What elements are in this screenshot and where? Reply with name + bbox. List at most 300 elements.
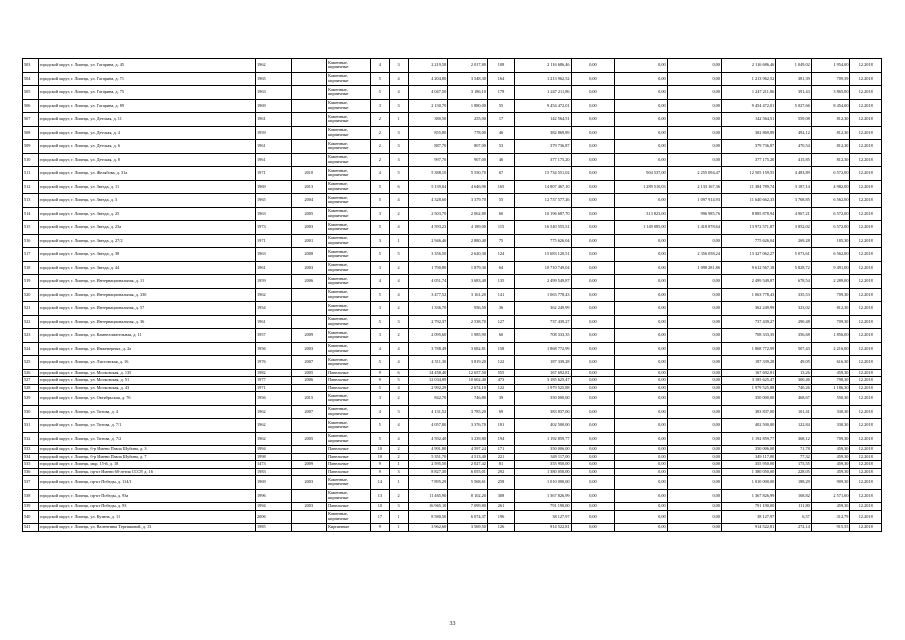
cell-max-unit-cost: 3 865,00 [811,86,850,100]
cell-year-built: 1473 [256,461,292,469]
cell-unit-cost: 356,68 [776,329,812,343]
cell-local-budget: 0,00 [667,315,721,329]
cell-owners-funds: 349 117,00 [721,453,775,461]
cell-wall-material: Каменные, кирпичные [327,288,371,302]
cell-total-cost: 1 213 962,52 [515,72,571,86]
cell-living-area: 3 569,50 [448,524,488,532]
cell-unit-cost: 300,46 [776,377,812,385]
table-row [23,126,882,140]
cell-local-budget: 1 418 878,64 [667,221,721,235]
cell-deadline: 12.2018 [850,302,882,316]
cell-entrances: 2 [389,489,408,503]
cell-max-unit-cost: 709,30 [811,432,850,446]
cell-row-number: 508 [23,126,39,140]
cell-total-area: 4 131,52 [408,405,448,419]
table-row [23,468,882,476]
cell-deadline: 12.2018 [850,384,882,392]
cell-year-overhaul: 2003 [291,476,327,490]
cell-living-area: 2 062,80 [448,207,488,221]
cell-address: городской округ, г. Липецк, ул. Звезда, д. 27/2 [38,234,255,248]
cell-unit-cost: 492,12 [776,126,812,140]
cell-floors: 3 [370,261,389,275]
cell-federal-fund: 0,00 [571,489,615,503]
cell-total-cost: 167 692,81 [515,369,571,377]
cell-deadline: 12.2018 [850,369,882,377]
cell-living-area: 255,00 [448,113,488,127]
cell-owners-funds: 1 979 525,88 [721,384,775,392]
cell-federal-fund: 0,00 [571,453,615,461]
cell-row-number: 515 [23,221,39,235]
cell-unit-cost: 111,80 [776,503,812,511]
cell-total-area: 4 593,23 [408,221,448,235]
cell-residents: 36 [487,302,514,316]
cell-deadline: 12.2018 [850,446,882,454]
cell-unit-cost: 269,28 [776,234,812,248]
cell-address: городской округ, г. Липецк, ул. Звезда, д. 25 [38,207,255,221]
cell-local-budget: 0,00 [667,356,721,370]
cell-total-cost: 377 175,20 [515,153,571,167]
cell-living-area: 3 785,20 [448,405,488,419]
cell-deadline: 12.2018 [850,167,882,181]
cell-row-number: 506 [23,99,39,113]
cell-owners-funds: 355 950,00 [721,461,775,469]
cell-deadline: 12.2018 [850,288,882,302]
cell-total-area: 3 962,60 [408,524,448,532]
table-row [23,510,882,524]
cell-owners-funds: 2 499 549,87 [721,275,775,289]
cell-unit-cost: 678,54 [776,275,812,289]
cell-deadline: 12.2018 [850,261,882,275]
register-table-container [22,58,882,532]
cell-row-number: 528 [23,384,39,392]
cell-living-area: 8 102,20 [448,489,488,503]
table-row [23,207,882,221]
cell-residents: 115 [487,221,514,235]
cell-total-cost: 10 710 749,04 [515,261,571,275]
cell-total-cost: 1 063 778,43 [515,288,571,302]
cell-row-number: 516 [23,234,39,248]
cell-residents: 308 [487,489,514,503]
cell-year-overhaul [291,140,327,154]
cell-local-budget: 0,00 [667,86,721,100]
table-row [23,369,882,377]
cell-unit-cost: 290,48 [776,315,812,329]
cell-regional-budget: 0,00 [615,315,667,329]
cell-residents: 122 [487,356,514,370]
cell-total-area: 8 827,30 [408,468,448,476]
cell-federal-fund: 0,00 [571,384,615,392]
cell-row-number: 507 [23,113,39,127]
page-number: 33 [449,621,456,627]
cell-total-cost: 2 499 549,87 [515,275,571,289]
cell-floors: 3 [370,392,389,406]
cell-entrances: 3 [389,315,408,329]
cell-deadline: 12.2018 [850,476,882,490]
table-row [23,72,882,86]
cell-max-unit-cost: 909,30 [811,476,850,490]
cell-regional-budget: 0,00 [615,248,667,262]
cell-address: городской округ, г. Липецк, ул. Гагарина, д. 75 [38,86,255,100]
cell-federal-fund: 0,00 [571,524,615,532]
cell-owners-funds: 2 116 686,46 [721,59,775,73]
cell-year-overhaul: 2015 [291,392,327,406]
cell-owners-funds: 142 564,51 [721,113,775,127]
cell-wall-material: Каменные, кирпичные [327,356,371,370]
cell-owners-funds: 402 500,00 [721,419,775,433]
cell-total-cost: 15 734 551,02 [515,167,571,181]
cell-total-area: 2 130,70 [408,99,448,113]
cell-address: городской округ, г. Липецк, пр-кт Победы, д. 93 [38,503,255,511]
cell-wall-material: Каменные, кирпичные [327,392,371,406]
cell-max-unit-cost: 6 572,00 [811,207,850,221]
cell-living-area: 778,00 [448,126,488,140]
cell-year-built: 1961 [256,140,292,154]
cell-total-area: 4 511,30 [408,356,448,370]
cell-local-budget: 2 133 167,36 [667,180,721,194]
cell-max-unit-cost: 709,30 [811,288,850,302]
cell-year-built: 1983 [256,468,292,476]
cell-address: городской округ, г. Липецк, ул. Московская, д. 43 [38,384,255,392]
cell-total-cost: 350 000,00 [515,392,571,406]
cell-year-built: 2006 [256,510,292,524]
cell-wall-material: Каменные, кирпичные [327,207,371,221]
cell-year-overhaul: 2013 [291,180,327,194]
cell-entrances: 2 [389,302,408,316]
cell-residents: 178 [487,86,514,100]
table-row [23,419,882,433]
cell-wall-material: Каменные, кирпичные [327,419,371,433]
cell-max-unit-cost: 812,30 [811,153,850,167]
cell-owners-funds: 11 640 662,33 [721,194,775,208]
cell-total-area: 4 204,80 [408,72,448,86]
cell-row-number: 509 [23,140,39,154]
cell-unit-cost: 71,78 [776,446,812,454]
cell-unit-cost: 5 027,66 [776,99,812,113]
cell-owners-funds: 9 454 472,01 [721,99,775,113]
cell-federal-fund: 0,00 [571,86,615,100]
cell-regional-budget: 0,00 [615,356,667,370]
cell-row-number: 526 [23,369,39,377]
cell-total-cost: 187 339,28 [515,356,571,370]
cell-wall-material: Каменные, кирпичные [327,315,371,329]
cell-address: городской округ, г. Липецк, ул. Титова, д. 7/2 [38,432,255,446]
cell-wall-material: Каменные, кирпичные [327,489,371,503]
cell-owners-funds: 1 192 859,77 [721,432,775,446]
cell-deadline: 12.2018 [850,275,882,289]
cell-entrances: 5 [389,377,408,385]
table-row [23,329,882,343]
cell-local-budget: 0,00 [667,72,721,86]
cell-row-number: 513 [23,194,39,208]
cell-unit-cost: 228,05 [776,468,812,476]
cell-local-budget: 0,00 [667,461,721,469]
cell-residents: 258 [487,476,514,490]
cell-max-unit-cost: 2 289,00 [811,275,850,289]
cell-living-area: 1 985,90 [448,329,488,343]
cell-row-number: 504 [23,72,39,86]
cell-max-unit-cost: 6 562,00 [811,194,850,208]
cell-living-area: 5 568,61 [448,476,488,490]
cell-local-budget: 0,00 [667,468,721,476]
cell-address: городской округ, г. Липецк, ул. Инженерных, д. 2а [38,342,255,356]
cell-federal-fund: 0,00 [571,342,615,356]
cell-wall-material: Панельные [327,377,371,385]
cell-wall-material: Каменные, кирпичные [327,86,371,100]
cell-living-area: 746,80 [448,392,488,406]
cell-unit-cost: 507,43 [776,342,812,356]
cell-entrances: 2 [389,329,408,343]
cell-living-area: 12 657,50 [448,369,488,377]
cell-owners-funds: 38 127,97 [721,510,775,524]
cell-living-area: 3 376,70 [448,419,488,433]
cell-address: городской округ, г. Липецк, ул. Валентины Терешковой, д. 13 [38,524,255,532]
cell-floors: 5 [370,248,389,262]
cell-federal-fund: 0,00 [571,248,615,262]
cell-unit-cost: 3 852,02 [776,221,812,235]
cell-floors: 4 [370,275,389,289]
cell-max-unit-cost: 812,30 [811,302,850,316]
cell-unit-cost: 49,05 [776,356,812,370]
cell-local-budget: 0,00 [667,510,721,524]
cell-residents: 171 [487,446,514,454]
cell-regional-budget: 0,00 [615,369,667,377]
cell-living-area: 3 186,10 [448,86,488,100]
cell-local-budget: 0,00 [667,384,721,392]
cell-regional-budget: 0,00 [615,59,667,73]
cell-year-built: 1962 [256,432,292,446]
cell-total-cost: 3 185 625,47 [515,377,571,385]
cell-row-number: 533 [23,446,39,454]
cell-local-budget: 1 098 281,86 [667,261,721,275]
cell-total-area: 380,50 [408,113,448,127]
cell-total-area: 4 051,74 [408,275,448,289]
cell-year-built: 1969 [256,180,292,194]
cell-total-area: 842,70 [408,392,448,406]
cell-total-cost: 791 190,00 [515,503,571,511]
cell-year-built: 1971 [256,234,292,248]
cell-row-number: 534 [23,453,39,461]
cell-floors: 2 [370,140,389,154]
cell-total-area: 5 351,70 [408,453,448,461]
cell-regional-budget: 0,00 [615,461,667,469]
cell-year-built: 1961 [256,153,292,167]
cell-regional-budget: 0,00 [615,302,667,316]
cell-owners-funds: 383 837,00 [721,405,775,419]
table-row [23,377,882,385]
cell-owners-funds: 1 063 778,43 [721,288,775,302]
cell-total-cost: 1 380 050,00 [515,468,571,476]
cell-year-overhaul: 2004 [291,194,327,208]
cell-residents: 46 [487,153,514,167]
cell-living-area: 907,00 [448,153,488,167]
cell-wall-material: Каменные, кирпичные [327,405,371,419]
cell-address: городской округ, г. Липецк, ул. Звезда, д. 44 [38,261,255,275]
cell-owners-funds: 11 384 789,74 [721,180,775,194]
cell-row-number: 531 [23,419,39,433]
cell-total-cost: 14 807 467,10 [515,180,571,194]
cell-entrances: 3 [389,468,408,476]
cell-floors: 5 [370,288,389,302]
cell-entrances: 4 [389,86,408,100]
cell-federal-fund: 0,00 [571,476,615,490]
cell-federal-fund: 0,00 [571,207,615,221]
cell-deadline: 12.2018 [850,113,882,127]
cell-wall-material: Панельные [327,503,371,511]
cell-floors: 9 [370,377,389,385]
cell-row-number: 514 [23,207,39,221]
cell-deadline: 12.2018 [850,59,882,73]
cell-owners-funds: 1 868 772,99 [721,342,775,356]
cell-entrances: 3 [389,126,408,140]
cell-local-budget: 0,00 [667,392,721,406]
cell-federal-fund: 0,00 [571,503,615,511]
cell-regional-budget: 0,00 [615,384,667,392]
cell-total-area: 2 095,60 [408,329,448,343]
cell-floors: 3 [370,329,389,343]
cell-year-overhaul: 2007 [291,356,327,370]
cell-year-overhaul [291,510,327,524]
cell-year-built: 1961 [256,315,292,329]
cell-unit-cost: 559,08 [776,113,812,127]
cell-residents: 55 [487,194,514,208]
cell-address: городской округ, г. Липецк, пр-кт Имени 60-летия СССР, д. 16 [38,468,255,476]
cell-federal-fund: 0,00 [571,446,615,454]
cell-max-unit-cost: 459,30 [811,461,850,469]
cell-regional-budget: 313 823,00 [615,207,667,221]
cell-year-overhaul: 2003 [291,221,327,235]
cell-deadline: 12.2018 [850,180,882,194]
cell-local-budget: 0,00 [667,342,721,356]
cell-residents: 292 [487,468,514,476]
cell-wall-material: Каменные, кирпичные [327,72,371,86]
cell-owners-funds: 13 972 571,87 [721,221,775,235]
cell-year-built: 1977 [256,377,292,385]
cell-total-area: 3 356,50 [408,248,448,262]
cell-regional-budget: 0,00 [615,72,667,86]
housing-register-table [22,58,882,532]
table-row [23,476,882,490]
cell-total-cost: 12 737 577,26 [515,194,571,208]
cell-regional-budget: 0,00 [615,113,667,127]
cell-year-overhaul [291,315,327,329]
cell-total-area: 4 592,40 [408,432,448,446]
cell-unit-cost: 175,55 [776,461,812,469]
cell-regional-budget: 0,00 [615,288,667,302]
cell-local-budget: 0,00 [667,234,721,248]
cell-floors: 3 [370,99,389,113]
cell-wall-material: Каменные, кирпичные [327,261,371,275]
cell-residents: 108 [487,59,514,73]
cell-total-cost: 1 192 859,77 [515,432,571,446]
cell-entrances: 3 [389,140,408,154]
cell-federal-fund: 0,00 [571,194,615,208]
cell-deadline: 12.2018 [850,234,882,248]
cell-entrances: 4 [389,384,408,392]
cell-wall-material: Каменные, кирпичные [327,248,371,262]
cell-wall-material: Каменные, кирпичные [327,275,371,289]
cell-local-budget: 0,00 [667,288,721,302]
cell-year-built: 1996 [256,489,292,503]
cell-entrances: 2 [389,392,408,406]
cell-floors: 2 [370,153,389,167]
table-row [23,489,882,503]
table-row [23,59,882,73]
cell-wall-material: Каменные, кирпичные [327,329,371,343]
cell-total-cost: 383 837,00 [515,405,571,419]
cell-residents: 60 [487,329,514,343]
cell-address: городской округ, г. Липецк, ул. Звезда, д. 11 [38,180,255,194]
cell-local-budget: 0,00 [667,503,721,511]
cell-wall-material: Каменные, кирпичные [327,153,371,167]
cell-total-cost: 775 626,04 [515,234,571,248]
cell-unit-cost: 415,85 [776,153,812,167]
cell-federal-fund: 0,00 [571,369,615,377]
cell-residents: 53 [487,140,514,154]
cell-owners-funds: 775 626,04 [721,234,775,248]
cell-row-number: 523 [23,329,39,343]
cell-row-number: 521 [23,302,39,316]
cell-total-cost: 142 564,51 [515,113,571,127]
cell-deadline: 12.2018 [850,503,882,511]
cell-max-unit-cost: 6 572,00 [811,167,850,181]
cell-total-cost: 1 868 772,99 [515,342,571,356]
cell-max-unit-cost: 915,55 [811,524,850,532]
cell-year-built: 1956 [256,342,292,356]
cell-local-budget: 0,00 [667,377,721,385]
cell-address: городской округ, г. Липецк, ул. Октябрьская, д. 76 [38,392,255,406]
cell-year-overhaul [291,302,327,316]
cell-floors: 5 [370,86,389,100]
cell-year-built: 1973 [256,221,292,235]
cell-local-budget: 0,00 [667,302,721,316]
cell-total-area: 14 458,40 [408,369,448,377]
cell-unit-cost: 3 187,14 [776,180,812,194]
cell-year-built: 1965 [256,72,292,86]
cell-regional-budget: 0,00 [615,153,667,167]
cell-living-area: 10 602,40 [448,377,488,385]
cell-unit-cost: 101,41 [776,405,812,419]
cell-deadline: 12.2018 [850,221,882,235]
table-row [23,140,882,154]
cell-unit-cost: 368,12 [776,432,812,446]
cell-floors: 10 [370,503,389,511]
cell-deadline: 12.2018 [850,126,882,140]
cell-federal-fund: 0,00 [571,126,615,140]
cell-total-area: 4 991,80 [408,446,448,454]
cell-wall-material: Каменные, кирпичные [327,99,371,113]
cell-deadline: 12.2018 [850,461,882,469]
cell-wall-material: Каменные, кирпичные [327,59,371,73]
cell-total-area: 1 336,70 [408,302,448,316]
cell-year-built: 1982 [256,369,292,377]
cell-federal-fund: 0,00 [571,405,615,419]
cell-row-number: 520 [23,288,39,302]
cell-wall-material: Панельные [327,461,371,469]
cell-entrances: 3 [389,59,408,73]
cell-max-unit-cost: 459,30 [811,503,850,511]
cell-wall-material: Каменные, кирпичные [327,234,371,248]
cell-year-built: 1959 [256,126,292,140]
cell-row-number: 518 [23,261,39,275]
cell-year-built: 1965 [256,194,292,208]
cell-residents: 67 [487,167,514,181]
cell-regional-budget: 0,00 [615,140,667,154]
cell-regional-budget: 0,00 [615,261,667,275]
cell-address: городской округ, г. Липецк, б-р Имени Павла Шубина, д. 7 [38,453,255,461]
cell-owners-funds: 914 522,81 [721,524,775,532]
cell-floors: 5 [370,221,389,235]
cell-regional-budget: 0,00 [615,432,667,446]
